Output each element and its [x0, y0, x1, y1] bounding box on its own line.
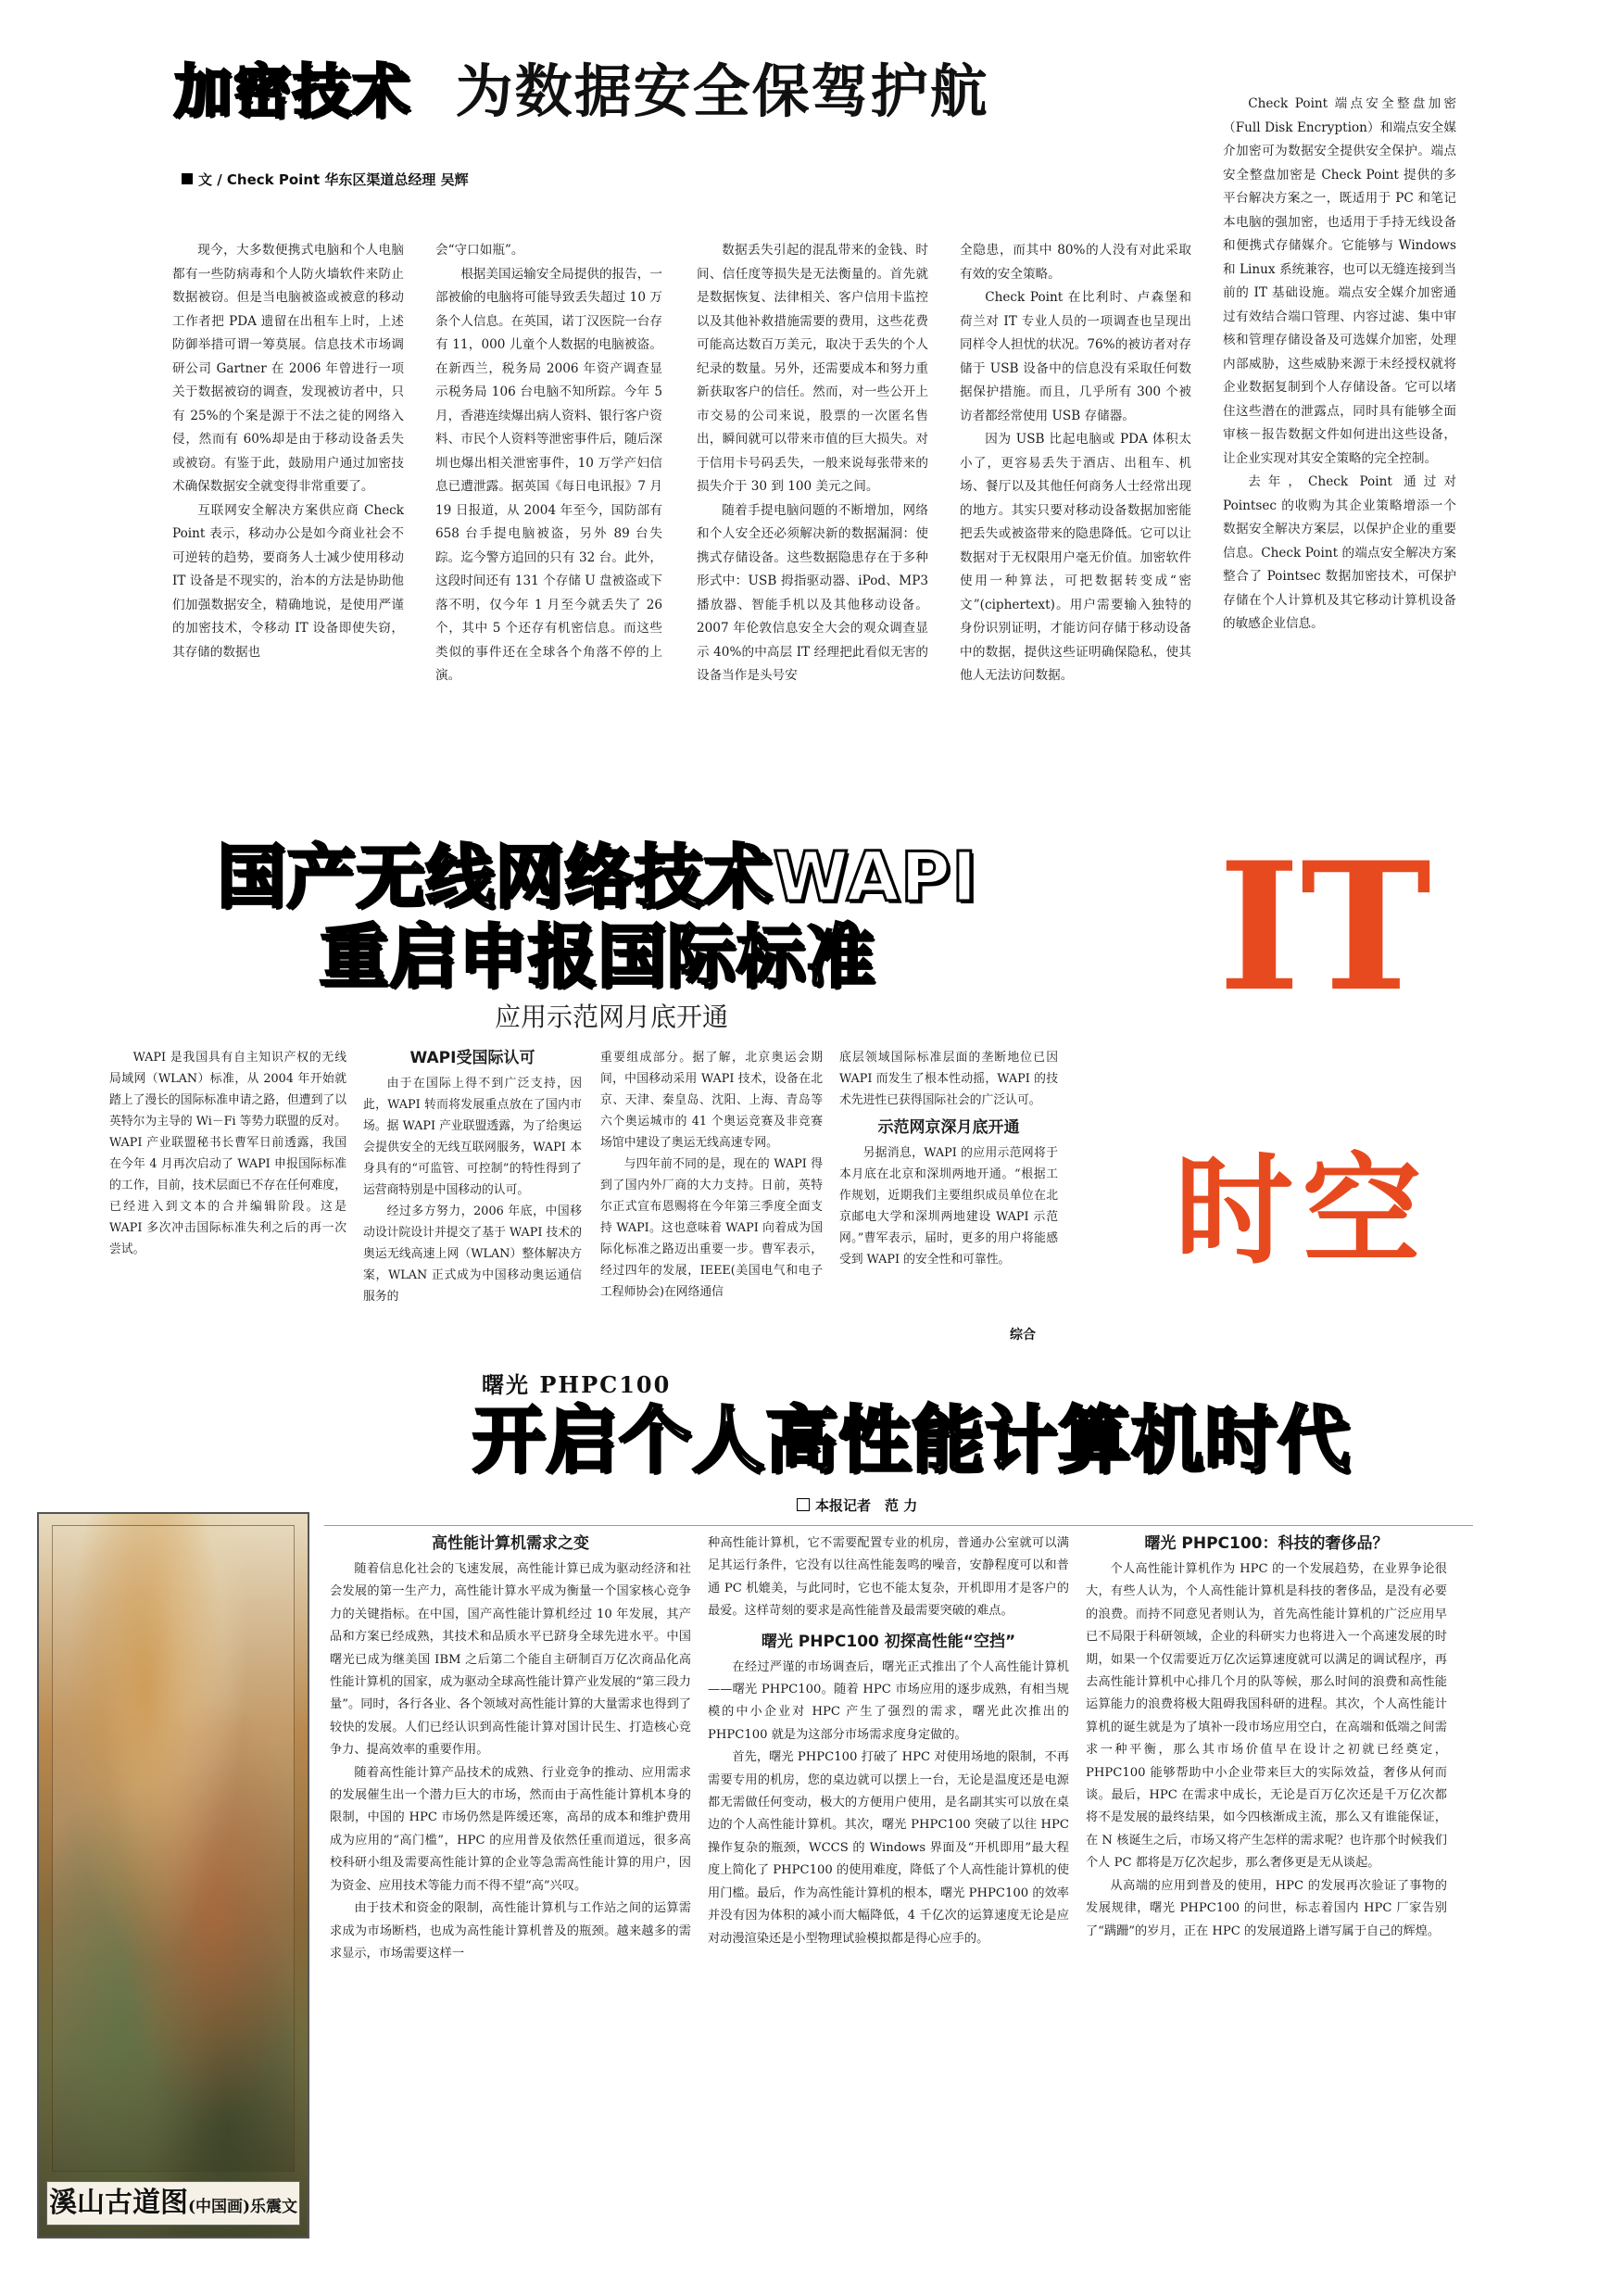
paragraph: WAPI 是我国具有自主知识产权的无线局域网（WLAN）标准，从 2004 年开始就踏上了漫长的国际标准申请之路，但遭到了以英特尔为主导的 Wi－Fi 等势力联盟的反对。WAPI 产业联盟秘书长曹军日前透露，我国在今年 4 月再次启动了 WAPI 申报国际标准的工作，目前，技术层面已不存在任何难度，已经进入到文本的合并编辑阶段。这是 WAPI 多次冲击国际标准失利之后的再一次尝试。	[109, 1051, 346, 1256]
paragraph: 由于技术和资金的限制，高性能计算机与工作站之间的运算需求成为市场断档，也成为高性能计算机普及的瓶颈。越来越多的需求显示，市场需要这样一	[330, 1901, 691, 1961]
article1-byline	[182, 170, 700, 189]
paragraph: 种高性能计算机，它不需要配置专业的机房，普通办公室就可以满足其运行条件，它没有以往高性能轰鸣的噪音，安静程度可以和普通 PC 机媲美，与此同时，它也不能太复杂，开机即用才是客户的最爱。这样苛刻的要求是高性能普及最需要突破的难点。	[708, 1536, 1069, 1619]
article2-title-line2: 重启申报国际标准	[320, 917, 875, 997]
article3-title: 开启个人高性能计算机时代	[472, 1399, 1352, 1482]
section-heading: 曙光 PHPC100：科技的奢侈品？	[1144, 1534, 1389, 1553]
painting-caption-title: 溪山古道图	[48, 2187, 188, 2219]
paragraph: 在经过严谨的市场调查后，曙光正式推出了个人高性能计算机——曙光 PHPC100。随着 HPC 市场应用的逐步成熟，有相当规模的中小企业对 HPC 产生了强烈的需求，曙光此次推出的 PHPC100 就是为这部分市场需求度身定做的。	[708, 1659, 1069, 1742]
painting-artwork	[52, 1525, 295, 2172]
section-heading: 曙光 PHPC100 初探高性能“空挡”	[761, 1632, 1016, 1651]
article3-column-1	[330, 1532, 691, 2237]
article1-title-main: 为数据安全保驾护航	[455, 57, 989, 125]
article2-column-4	[839, 1047, 1058, 1353]
paragraph: 随着手提电脑问题的不断增加，网络和个人安全还必须解决新的数据漏洞：使携式存储设备。这些数据隐患存在于多种形式中：USB 拇指驱动器、iPod、MP3 播放器、智能手机以及其他移动设备。2007 年伦敦信息安全大会的观众调查显示 40%的中高层 IT 经理把此看似无害的设备当作是头号安	[697, 502, 928, 683]
paragraph: 互联网安全解决方案供应商 Check Point 表示，移动办公是如今商业社会不可逆转的趋势，要商务人士减少使用移动 IT 设备是不现实的，治本的方法是协助他们加强数据安全，精确地说，是使用严谨的加密技术，令移动 IT 设备即使失窃，其存储的数据也	[172, 502, 404, 660]
painting-image	[37, 1512, 309, 2238]
byline-text: 本报记者 范 力	[815, 1497, 918, 1514]
paragraph: Check Point 端点安全整盘加密（Full Disk Encryption）和端点安全媒介加密可为数据安全提供安全保护。端点安全整盘加密是 Check Point 提供的多平台解决方案之一，既适用于 PC 和笔记本电脑的强加密，也适用于手持无线设备和便携式存储媒介。它能够与 Windows 和 Linux 系统兼容，也可以无缝连接到当前的 IT 基础设施。端点安全媒介加密通过有效结合端口管理、内容过滤、集中审核和管理存储设备及可选媒介加密，处理内部威胁，这些威胁来源于未经授权就将企业数据复制到个人存储设备。它可以堵住这些潜在的泄露点，同时具有能够全面审核－报告数据文件如何进出这些设备，让企业实现对其安全策略的完全控制。	[1223, 96, 1456, 466]
paragraph: 现今，大多数便携式电脑和个人电脑都有一些防病毒和个人防火墙软件来防止数据被窃。但是当电脑被盗或被意的移动工作者把 PDA 遗留在出租车上时，上述防御举措可谓一筹莫展。信息技术市场调研公司 Gartner 在 2006 年曾进行一项关于数据被窃的调查，发现被访者中，只有 25%的个案是源于不法之徒的网络入侵，然而有 60%却是由于移动设备丢失或被窃。有鉴于此，鼓励用户通过加密技术确保数据安全就变得非常重要了。	[172, 243, 404, 494]
byline-text: 文 / Check Point 华东区渠道总经理 吴辉	[198, 171, 469, 188]
article1-column-2	[435, 239, 662, 813]
article1-title-outline: 加密技术	[174, 57, 412, 125]
paragraph: 另据消息，WAPI 的应用示范网将于本月底在北京和深圳两地开通。“根据工作规划，近期我们主要组织成员单位在北京邮电大学和深圳两地建设 WAPI 示范网。”曹军表示，届时，更多的用户将能感受到 WAPI 的安全性和可靠性。	[839, 1146, 1058, 1267]
article2-column-2	[363, 1047, 582, 1353]
article1-title	[174, 59, 1193, 124]
paragraph: 由于在国际上得不到广泛支持，因此，WAPI 转而将发展重点放在了国内市场。据 WAPI 产业联盟透露，为了给奥运会提供安全的无线互联网服务，WAPI 本身具有的“可监管、可控制”的特性得到了运营商特别是中国移动的认可。	[363, 1077, 582, 1197]
byline-box-icon	[797, 1498, 810, 1511]
paragraph: 去年，Check Point 通过对 Pointsec 的收购为其企业策略增添一个数据安全解决方案层，以保护企业的重要信息。Check Point 的端点安全解决方案整合了 Pointsec 数据加密技术，可保护存储在个人计算机及其它移动计算机设备的敏感企业信息。	[1223, 474, 1456, 631]
paragraph: 全隐患，而其中 80%的人没有对此采取有效的安全策略。	[960, 243, 1191, 282]
paragraph: 首先，曙光 PHPC100 打破了 HPC 对使用场地的限制，不再需要专用的机房，您的桌边就可以摆上一台，无论是温度还是电源都无需做任何变动，极大的方便用户使用，是名副其实可以放在桌边的个人高性能计算机。其次，曙光 PHPC100 突破了以往 HPC 操作复杂的瓶颈，WCCS 的 Windows 界面及“开机即用”最大程度上简化了 PHPC100 的使用难度，降低了个人高性能计算机的使用门槛。最后，作为高性能计算机的根本，曙光 PHPC100 的效率并没有因为体积的减小而大幅降低，4 千亿次的运算速度无论是应对动漫渲染还是小型物理试验模拟都是得心应手的。	[708, 1750, 1069, 1946]
paragraph: 根据美国运输安全局提供的报告，一部被偷的电脑将可能导致丢失超过 10 万条个人信息。在英国，诺丁汉医院一台存有 11，000 儿童个人数据的电脑被盗。在新西兰，税务局 2006 年资产调查显示税务局 106 台电脑不知所踪。今年 5 月，香港连续爆出病人资料、银行客户资料、市民个人资料等泄密事件后，随后深圳也爆出相关泄密事件，10 万学产妇信息已遭泄露。据英国《每日电讯报》7 月 19 日报道，从 2004 年至今，国防部有 658 台手提电脑被盗，另外 89 台失踪。迄今警方追回的只有 32 台。此外，这段时间还有 131 个存储 U 盘被盗或下落不明，仅今年 1 月至今就丢失了 26 个，其中 5 个还存有机密信息。而这些类似的事件还在全球各个角落不停的上演。	[435, 266, 662, 683]
section-heading: 高性能计算机需求之变	[432, 1534, 589, 1553]
article3-kicker: 曙光 PHPC100	[482, 1371, 672, 1398]
section-heading: 示范网京深月底开通	[877, 1118, 1020, 1137]
shikong-logo: 时空	[1174, 1142, 1430, 1280]
paragraph: Check Point 在比利时、卢森堡和荷兰对 IT 专业人员的一项调查也呈现出同样令人担忧的状况。76%的被访者对存储于 USB 设备中的信息没有采取任何数据保护措施。而且，几乎所有 300 个被访者都经常使用 USB 存储器。	[960, 290, 1191, 423]
article1-column-4	[960, 239, 1191, 813]
article2-title	[139, 838, 1056, 997]
it-logo: IT	[1217, 824, 1432, 1030]
article1-column-5	[1223, 93, 1456, 806]
paragraph: 重要组成部分。据了解，北京奥运会期间，中国移动采用 WAPI 技术，设备在北京、天津、秦皇岛、沈阳、上海、青岛等六个奥运城市的 41 个奥运竞赛及非竞赛场馆中建设了奥运无线高速专网。	[600, 1051, 823, 1150]
article1-column-3	[697, 239, 928, 813]
paragraph: 底层领域国际标准层面的垄断地位已因 WAPI 而发生了根本性动摇，WAPI 的技术先进性已获得国际社会的广泛认可。	[839, 1051, 1058, 1107]
article3-column-2	[708, 1532, 1069, 2237]
section-heading: WAPI受国际认可	[409, 1049, 535, 1067]
divider	[324, 1525, 1473, 1526]
article2-title-line1: 国产无线网络技术WAPI	[217, 838, 978, 917]
paragraph: 与四年前不同的是，现在的 WAPI 得到了国内外厂商的大力支持。日前，英特尔正式宣布恩赐将在今年第三季度全面支持 WAPI。这也意味着 WAPI 向着成为国际化标准之路迈出重要一步。曹军表示，经过四年的发展，IEEE(美国电气和电子工程师协会)在网络通信	[600, 1157, 823, 1299]
paragraph: 因为 USB 比起电脑或 PDA 体积太小了，更容易丢失于酒店、出租车、机场、餐厅以及其他任何商务人士经常出现的地方。其实只要对移动设备数据加密能把丢失或被盗带来的隐患降低。它可以让数据对于无权限用户毫无价值。加密软件使用一种算法，可把数据转变成“密文”(ciphertext)。用户需要输入独特的身份识别证明，才能访问存储于移动设备中的数据，提供这些证明确保隐私，使其他人无法访问数据。	[960, 432, 1191, 683]
paragraph: 随着高性能计算产品技术的成熟、行业竞争的推动、应用需求的发展催生出一个潜力巨大的市场，然而由于高性能计算机本身的限制，中国的 HPC 市场仍然是阵缓还寒，高昂的成本和维护费用成为应用的“高门槛”，HPC 的应用普及依然任重而道远，很多高校科研小组及需要高性能计算的企业等急需高性能计算的用户，因为资金、应用技术等能力而不得不望“高”兴叹。	[330, 1765, 691, 1893]
article2-subtitle: 应用示范网月底开通	[494, 1002, 728, 1032]
painting-caption-artist: (中国画)乐震文	[187, 2198, 298, 2216]
paragraph: 会“守口如瓶”。	[435, 243, 524, 258]
article2-source: 综合	[1010, 1328, 1036, 1343]
article2-column-3	[600, 1047, 823, 1353]
paragraph: 从高端的应用到普及的使用，HPC 的发展再次验证了事物的发展规律，曙光 PHPC100 的问世，标志着国内 HPC 厂家告别了“蹒跚”的岁月，正在 HPC 的发展道路上谱写属于自己的辉煌。	[1086, 1878, 1447, 1938]
paragraph: 经过多方努力，2006 年底，中国移动设计院设计并提交了基于 WAPI 技术的奥运无线高速上网（WLAN）整体解决方案，WLAN 正式成为中国移动奥运通信服务的	[363, 1204, 582, 1304]
paragraph: 随着信息化社会的飞速发展，高性能计算已成为驱动经济和社会发展的第一生产力，高性能计算水平成为衡量一个国家核心竞争力的关键指标。在中国，国产高性能计算机经过 10 年发展，其产品和方案已经成熟，其技术和品质水平已跻身全球先进水平。中国曙光已成为继美国 IBM 之后第二个能自主研制百万亿次商品化高性能计算机的国家，成为驱动全球高性能计算产业发展的“第三段力量”。同时，各行各业、各个领域对高性能计算的大量需求也得到了较快的发展。人们已经认识到高性能计算对国计民生、打造核心竞争力、提高效率的重要作用。	[330, 1562, 691, 1758]
byline-marker-icon	[182, 173, 193, 184]
article1-column-1	[172, 239, 404, 813]
article3-column-3	[1086, 1532, 1447, 2237]
article2-column-1	[109, 1047, 346, 1353]
paragraph: 数据丢失引起的混乱带来的金钱、时间、信任度等损失是无法衡量的。首先就是数据恢复、法律相关、客户信用卡监控以及其他补救措施需要的费用，这些花费可能高达数百万美元，取决于丢失的个人纪录的数量。另外，还需要成本和努力重新获取客户的信任。然而，对一些公开上市交易的公司来说，股票的一次匿名售出，瞬间就可以带来市值的巨大损失。对于信用卡号码丢失，一般来说每张带来的损失介于 30 到 100 美元之间。	[697, 243, 928, 494]
painting-caption	[46, 2181, 300, 2226]
paragraph: 个人高性能计算机作为 HPC 的一个发展趋势，在业界争论很大，有些人认为，个人高性能计算机是科技的奢侈品，是没有必要的浪费。而持不同意见者则认为，首先高性能计算机的广泛应用早已不局限于科研领域，企业的科研实力也将进入一个高速发展的时期，如果一个仅需要近万亿次运算速度就可以满足的调试程序，再去高性能计算机中心排几个月的队等候，那么时间的浪费和高性能运算能力的浪费将极大阻碍我国科研的进程。其次，个人高性能计算机的诞生就是为了填补一段市场应用空白，在高端和低端之间需求一种平衡，那么其市场价值早在设计之初就已经奠定，PHPC100 能够帮助中小企业带来巨大的实际效益，奢侈从何而谈。最后，HPC 在需求中成长，无论是百万亿次还是千万亿次都将不是发展的最终结果，如今四核渐成主流，那么又有谁能保证，在 N 核诞生之后，市场又将产生怎样的需求呢？也许那个时候我们个人 PC 都将是万亿次起步，那么奢侈更是无从谈起。	[1086, 1562, 1447, 1871]
article3-byline	[797, 1495, 1038, 1515]
